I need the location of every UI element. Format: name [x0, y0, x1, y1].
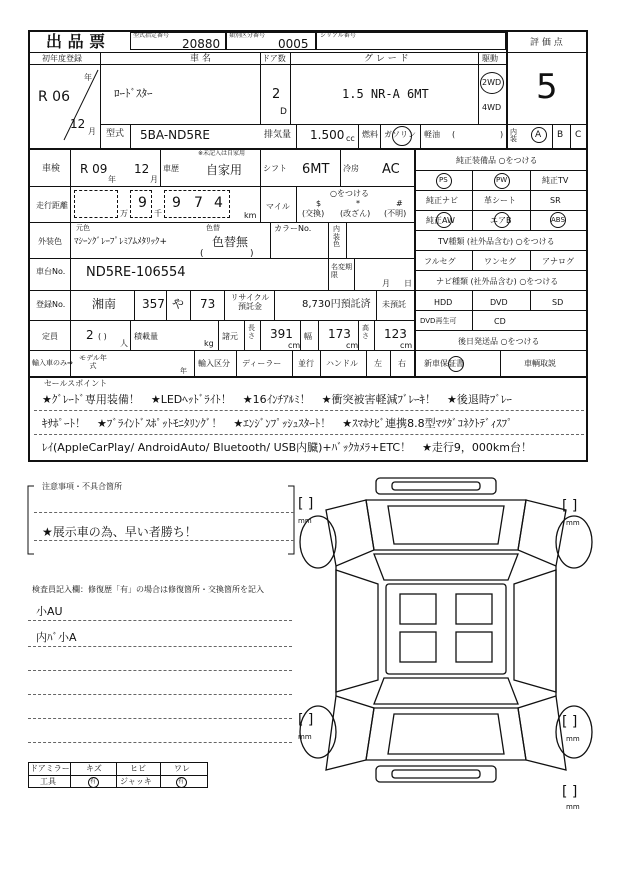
- mileage-digit-1: 9: [138, 195, 147, 211]
- reg-area: 湘南: [92, 297, 117, 311]
- mm-bracket-fl: [ ]: [298, 496, 314, 512]
- chassis-value: ND5RE-106554: [86, 265, 186, 280]
- score-label: 評 価 点: [530, 38, 563, 48]
- warranty-circle: [448, 356, 464, 372]
- notes-text: ★展示車の為、早い者勝ち！: [42, 525, 197, 539]
- mm-bracket-rr: [ ]: [562, 714, 578, 730]
- sales-line-1: ★ｸﾞﾚｰﾄﾞ専用装備！ ★LEDﾍｯﾄﾞﾗｲﾄ！ ★16ｲﾝﾁｱﾙﾐ！ ★衝突被害軽減ﾌﾞﾚｰｷ！ ★後退時ﾌﾞﾚｰ: [42, 393, 512, 406]
- model-value: 5BA-ND5RE: [140, 128, 210, 142]
- usage-value: 自家用: [206, 163, 243, 177]
- color-change-value: 色替無: [212, 235, 249, 249]
- reg-class: 357: [142, 297, 165, 311]
- width-value: 173: [328, 327, 351, 341]
- class-value: 0005: [278, 37, 309, 51]
- type-cert-value: 20880: [182, 37, 221, 51]
- inspection-era: R 09: [80, 162, 108, 176]
- score-value: 5: [536, 67, 558, 107]
- sales-line-2: ｷｻﾎﾟｰﾄ！ ★ﾌﾞﾗｲﾝﾄﾞｽﾎﾟｯﾄﾓﾆﾀﾘﾝｸﾞ！ ★ｴﾝｼﾞﾝﾌﾟｯｼｭｽﾀｰﾄ！ ★ｽﾏﾎﾅﾋﾞ連携8.8型ﾏﾂﾀﾞｺﾈｸﾄﾃﾞｨｽﾌﾟ: [42, 417, 513, 430]
- mm-bracket-rl: [ ]: [298, 712, 314, 728]
- reg-number: 73: [200, 297, 216, 311]
- mileage-digit-2: 9: [172, 195, 181, 211]
- car-diagram: [296, 470, 596, 810]
- mileage-digit-4: 4: [214, 195, 223, 211]
- capacity-value: 2: [86, 328, 94, 342]
- mm-bracket-fr: [ ]: [562, 498, 578, 514]
- sales-line-3: ﾚｲ(AppleCarPlay/ AndroidAuto/ Bluetooth/ USB内臓)+ﾊﾞｯｸｶﾒﾗ+ETC！ ★走行9，000km台！: [42, 441, 533, 454]
- mileage-digit-3: 7: [194, 195, 203, 211]
- shift-value: 6MT: [302, 162, 330, 177]
- inspector-line-2: 内ﾊﾞ小A: [36, 631, 77, 644]
- reg-kana: や: [172, 297, 185, 311]
- form-title: 出 品 票: [46, 32, 106, 51]
- first-reg-month: 12: [70, 117, 86, 131]
- length-value: 391: [270, 327, 293, 341]
- gasoline-circle: [392, 126, 412, 146]
- mm-bracket-spare: [ ]: [562, 784, 578, 800]
- grade-value: 1.5 NR-A 6MT: [342, 87, 429, 101]
- inspection-month: 12: [134, 162, 150, 176]
- color-value: ﾏｼｰﾝｸﾞﾚｰﾌﾟﾚﾐｱﾑﾒﾀﾘｯｸ+: [74, 237, 168, 247]
- ac-value: AC: [382, 162, 400, 177]
- first-reg-era: R 06: [38, 89, 70, 105]
- car-name: ﾛｰﾄﾞｽﾀｰ: [114, 87, 153, 100]
- recycle-value: 8,730円預託済: [302, 299, 371, 310]
- doors-value: 2: [272, 87, 281, 102]
- inspector-line-1: 小AU: [36, 605, 63, 618]
- height-value: 123: [384, 327, 407, 341]
- displacement-value: 1.500: [310, 128, 345, 142]
